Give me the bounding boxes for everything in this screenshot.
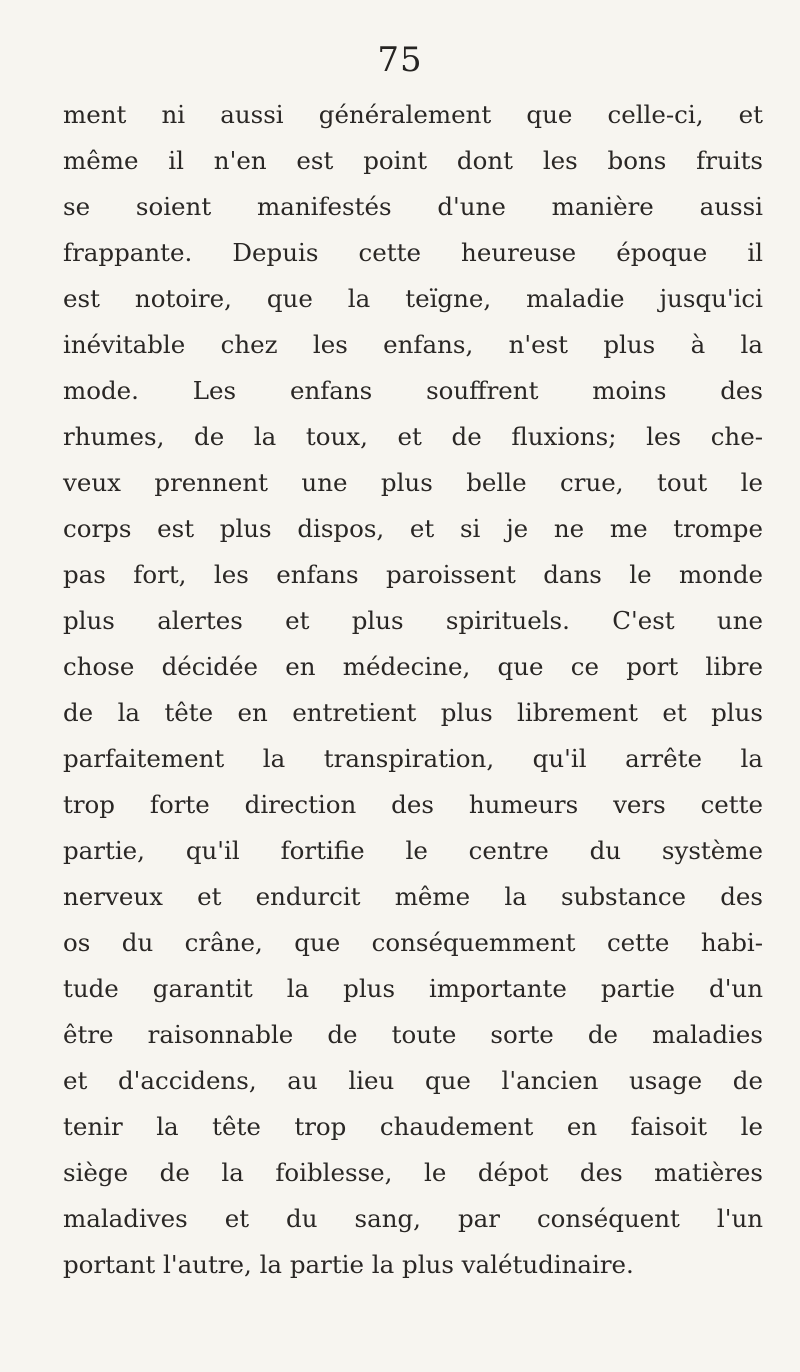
text-line: rhumes, de la toux, et de fluxions; les che- <box>63 422 763 451</box>
text-line: frappante. Depuis cette heureuse époque il <box>63 238 763 267</box>
text-line: de la tête en entretient plus librement et plus <box>63 698 763 727</box>
text-line: tenir la tête trop chaudement en faisoit le <box>63 1112 763 1141</box>
text-line: se soient manifestés d'une manière aussi <box>63 192 763 221</box>
text-line: même il n'en est point dont les bons fruits <box>63 146 763 175</box>
text-line: chose décidée en médecine, que ce port libre <box>63 652 763 681</box>
text-line: partie, qu'il fortifie le centre du système <box>63 836 763 865</box>
text-line: os du crâne, que conséquemment cette habi- <box>63 928 763 957</box>
text-line: portant l'autre, la partie la plus valétudinaire. <box>63 1250 634 1279</box>
text-line: mode. Les enfans souffrent moins des <box>63 376 763 405</box>
text-line: siège de la foiblesse, le dépot des matières <box>63 1158 763 1187</box>
body-text <box>63 92 763 1288</box>
text-line: ment ni aussi généralement que celle-ci, et <box>63 100 763 129</box>
text-line: corps est plus dispos, et si je ne me trompe <box>63 514 763 543</box>
text-line: veux prennent une plus belle crue, tout le <box>63 468 763 497</box>
text-line: est notoire, que la teïgne, maladie jusqu'ici <box>63 284 763 313</box>
text-line: trop forte direction des humeurs vers cette <box>63 790 763 819</box>
text-line: et d'accidens, au lieu que l'ancien usage de <box>63 1066 763 1095</box>
text-line: maladives et du sang, par conséquent l'un <box>63 1204 763 1233</box>
text-line: pas fort, les enfans paroissent dans le monde <box>63 560 763 589</box>
text-line: tude garantit la plus importante partie d'un <box>63 974 763 1003</box>
text-line: plus alertes et plus spirituels. C'est une <box>63 606 763 635</box>
text-line: parfaitement la transpiration, qu'il arrête la <box>63 744 763 773</box>
text-line: inévitable chez les enfans, n'est plus à la <box>63 330 763 359</box>
text-line: nerveux et endurcit même la substance des <box>63 882 763 911</box>
text-line: être raisonnable de toute sorte de maladies <box>63 1020 763 1049</box>
page-number: 75 <box>377 40 423 80</box>
